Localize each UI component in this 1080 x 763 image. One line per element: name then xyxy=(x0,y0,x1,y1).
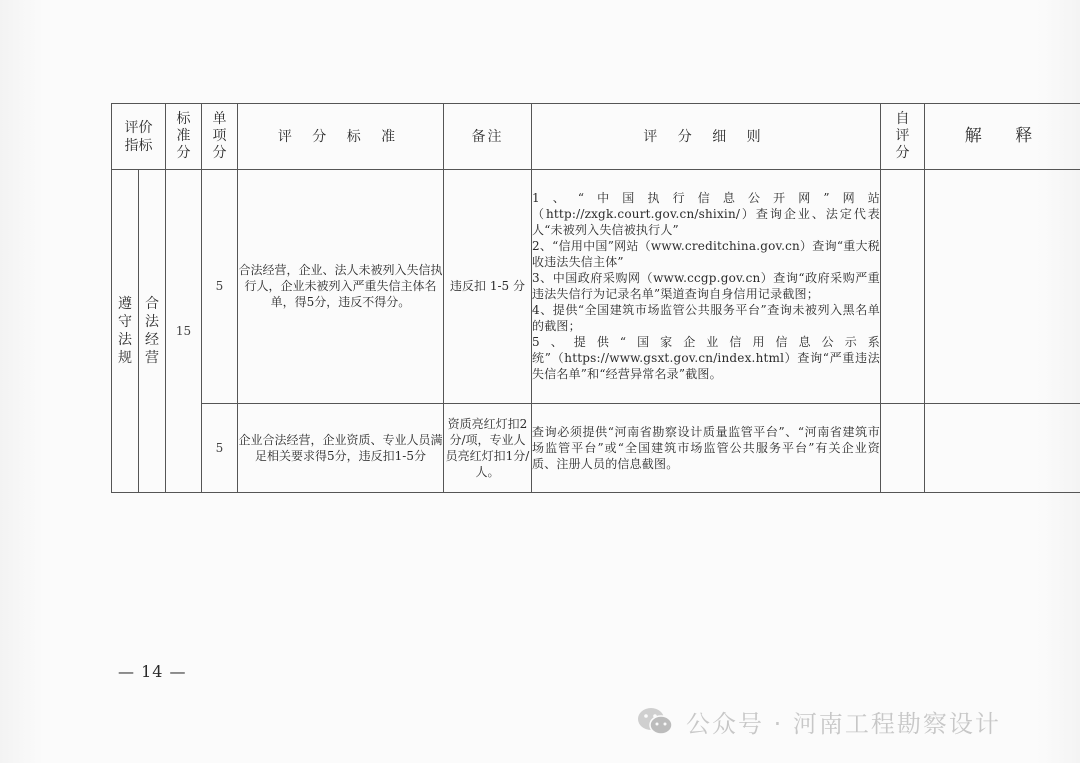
category-level2: 合法经营 xyxy=(145,296,159,366)
wechat-icon xyxy=(636,706,674,738)
row1-explanation xyxy=(925,170,1080,404)
row1-item-score: 5 xyxy=(202,170,238,404)
category-level1: 遵守法规 合法经营 xyxy=(112,170,166,493)
row1-remarks: 违反扣 1-5 分 xyxy=(444,170,532,404)
row2-criteria: 企业合法经营，企业资质、专业人员满足相关要求得5分，违反扣1-5分 xyxy=(238,403,444,492)
detail-line: 2、“信用中国”网站（www.creditchina.gov.cn）查询“重大税收违法失信主体” xyxy=(532,239,880,270)
row2-details xyxy=(532,403,881,492)
row2-item-score: 5 xyxy=(202,403,238,492)
category-standard-score: 15 xyxy=(166,170,202,493)
header-explanation: 解 释 xyxy=(925,104,1080,170)
row1-details xyxy=(532,170,881,404)
header-indicator: 评价指标 xyxy=(112,104,166,170)
row2-remarks: 资质亮红灯扣2分/项，专业人员亮红灯扣1分/人。 xyxy=(444,403,532,492)
table-row xyxy=(112,170,1080,404)
detail-line: 4、提供“全国建筑市场监管公共服务平台”查询未被列入黑名单的截图； xyxy=(532,303,880,334)
header-self-score: 自评分 xyxy=(881,104,925,170)
header-criteria: 评 分 标 准 xyxy=(238,104,444,170)
detail-line: 3、中国政府采购网（www.ccgp.gov.cn）查询“政府采购严重违法失信行为记录名单”渠道查询自身信用记录截图； xyxy=(532,271,880,302)
table-row xyxy=(112,403,1080,492)
watermark-text: 公众号 · 河南工程勘察设计 xyxy=(686,710,1001,738)
page-number: — 14 — xyxy=(118,662,187,681)
row2-explanation xyxy=(925,403,1080,492)
detail-line: 5、提供“国家企业信用信息公示系统”（https://www.gsxt.gov.cn/index.html）查询“严重违法失信名单”和“经营异常名录”截图。 xyxy=(532,335,880,382)
table-header-row xyxy=(112,104,1080,170)
header-details: 评 分 细 则 xyxy=(532,104,881,170)
header-item-score: 单项分 xyxy=(202,104,238,170)
detail-line: 查询必须提供“河南省勘察设计质量监管平台”、“河南省建筑市场监管平台”或“全国建筑市场监管公共服务平台”有关企业资质、注册人员的信息截图。 xyxy=(532,424,880,471)
scoring-table xyxy=(111,103,1080,493)
header-standard-score: 标准分 xyxy=(166,104,202,170)
row2-self-score xyxy=(881,403,925,492)
row1-criteria: 合法经营，企业、法人未被列入失信执行人，企业未被列入严重失信主体名单，得5分，违反不得分。 xyxy=(238,170,444,404)
detail-line: 1、“中国执行信息公开网”网站（http://zxgk.court.gov.cn/shixin/）查询企业、法定代表人“未被列入失信被执行人” xyxy=(532,191,880,238)
row1-self-score xyxy=(881,170,925,404)
watermark xyxy=(636,704,1001,739)
header-remarks: 备注 xyxy=(444,104,532,170)
